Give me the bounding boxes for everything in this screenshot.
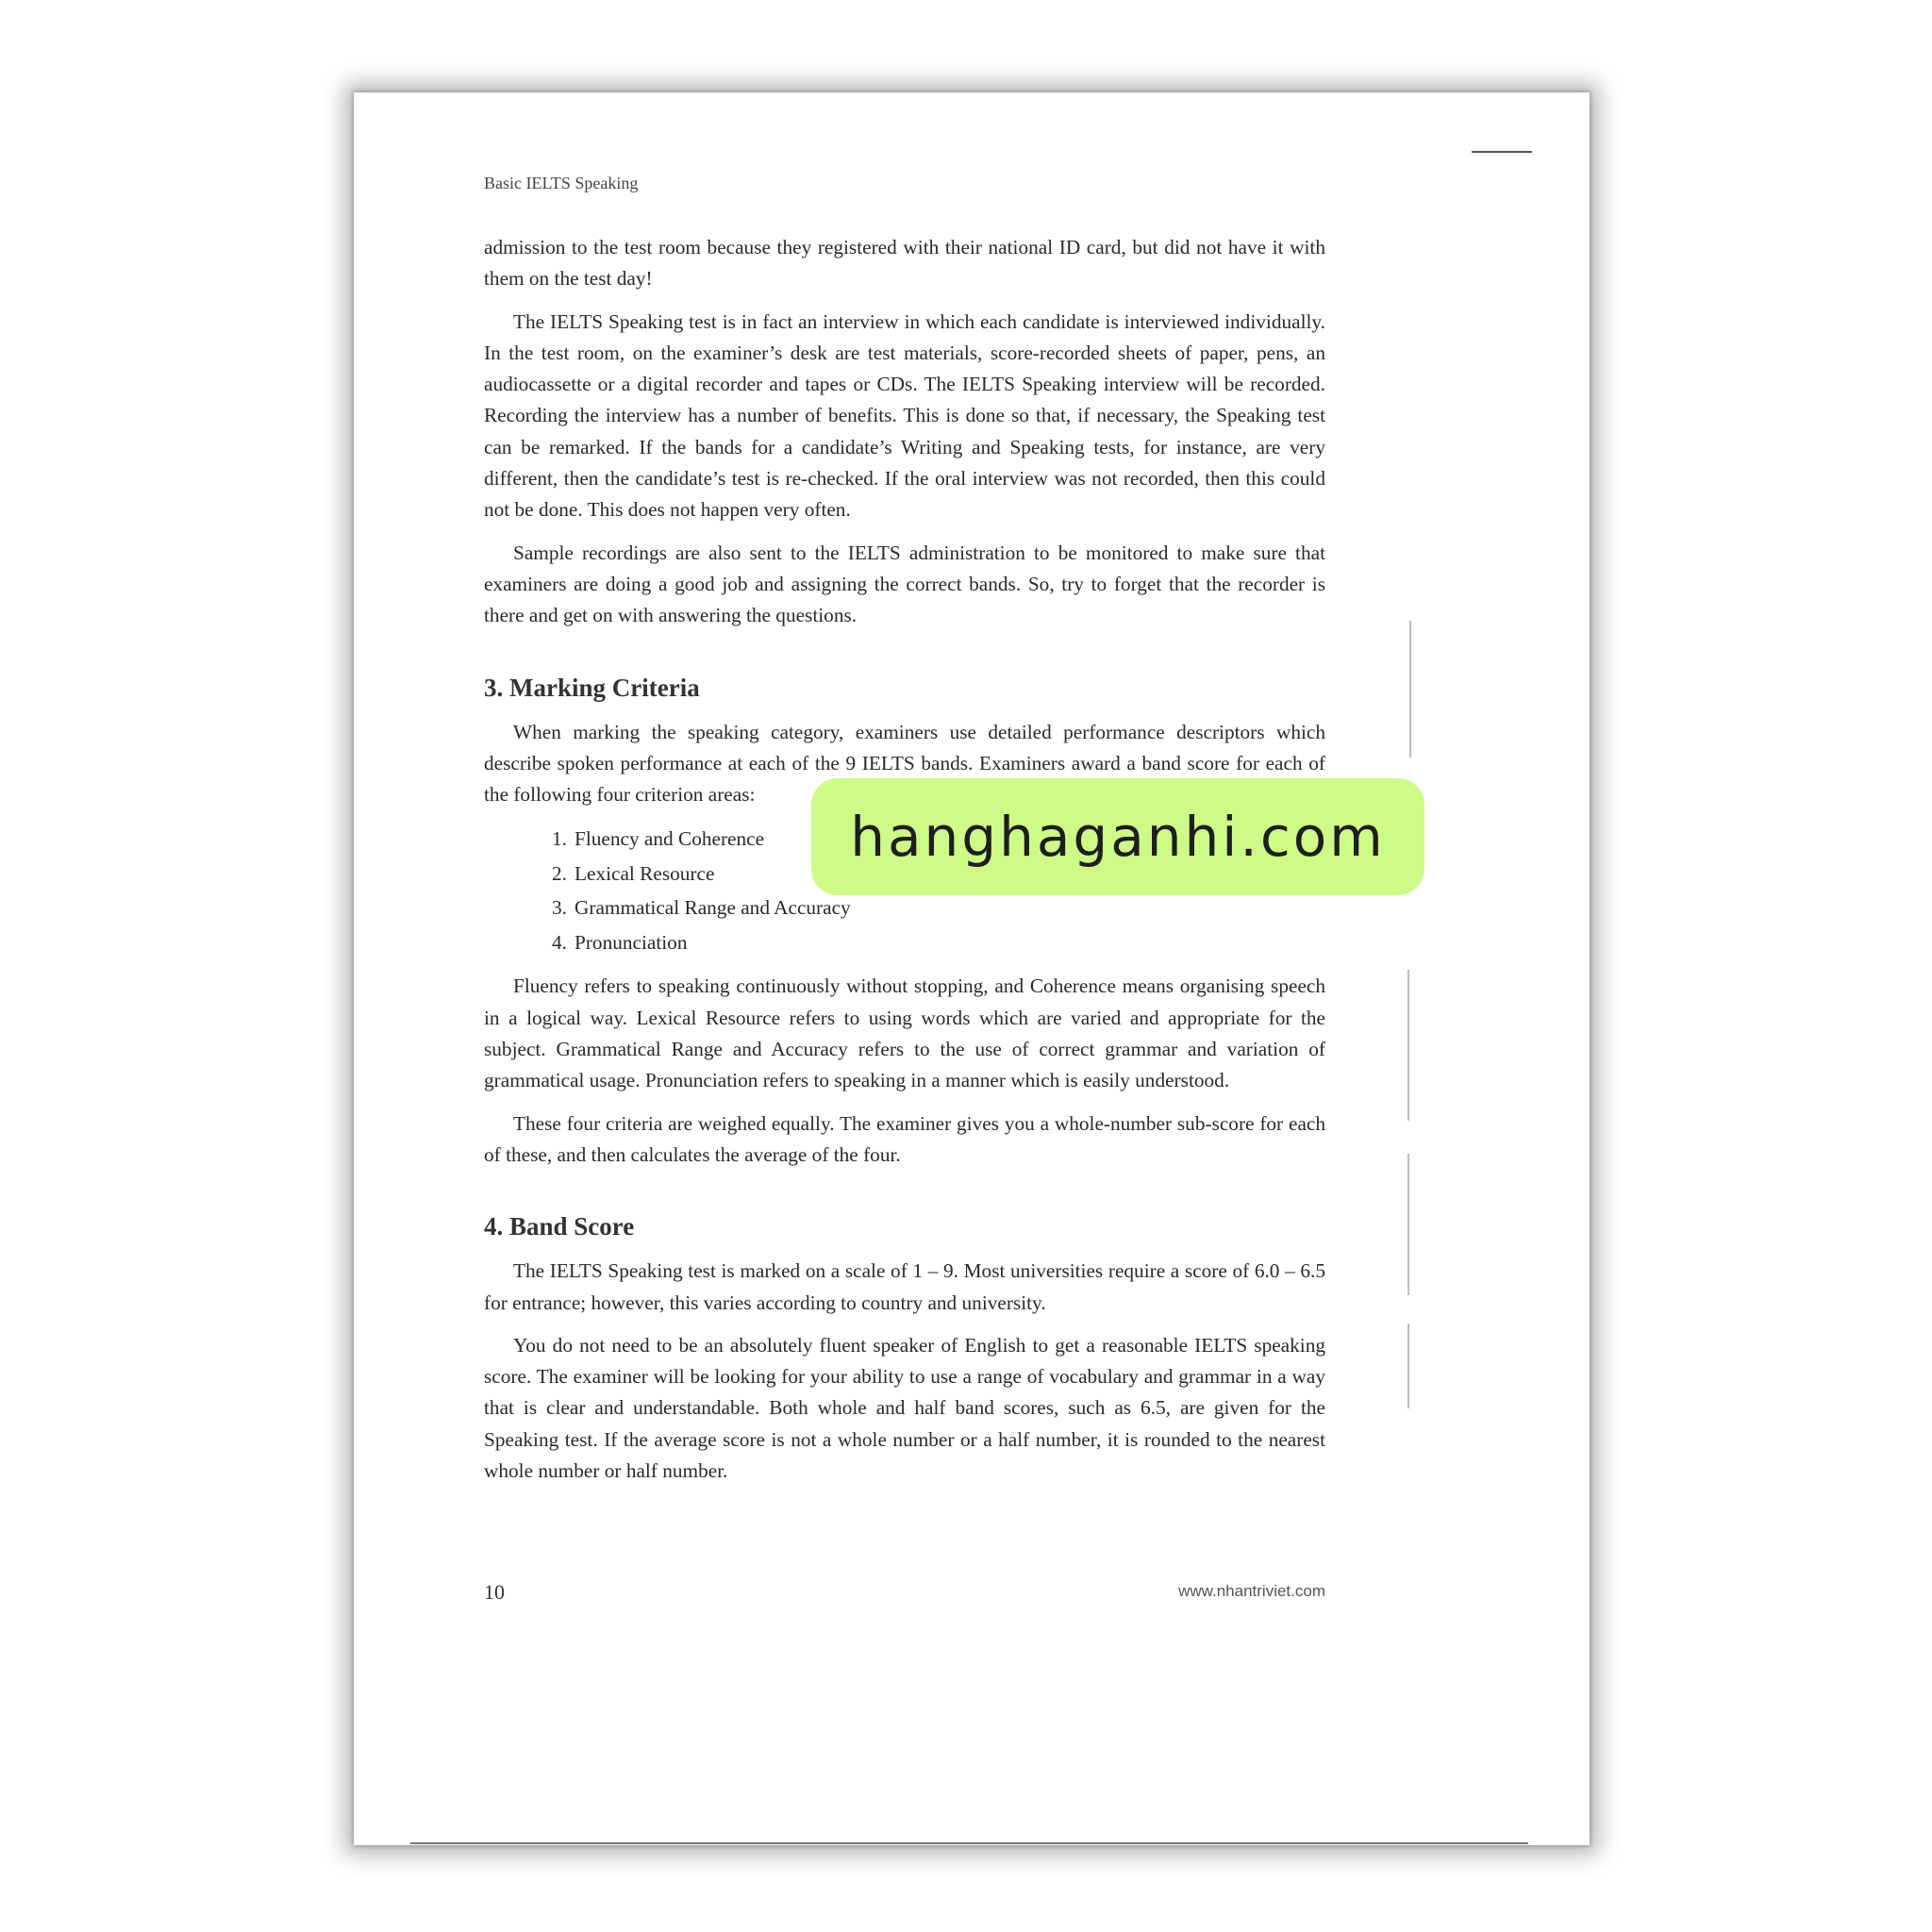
footer-website: www.nhantriviet.com bbox=[1178, 1582, 1325, 1600]
bottom-rule bbox=[410, 1842, 1528, 1844]
page-number: 10 bbox=[484, 1580, 505, 1604]
section-heading-marking-criteria: 3. Marking Criteria bbox=[484, 673, 700, 702]
paragraph-marking-intro: When marking the speaking category, examiners use detailed performance descriptors which describe spoken performance at each of the 9 IELTS bands. Examiners award a band score for each of the following four criterion areas: bbox=[484, 720, 1325, 807]
paragraph-criteria-definitions: Fluency refers to speaking continuously without stopping, and Coherence means organising speech in a logical way. Lexical Resource refers to using words which are varied and appropriate for the subject. Grammatical Range and Accuracy refers to the use of correct grammar and variation of grammatical usage. Pronunciation refers to speaking in a manner which is easily understood. bbox=[484, 974, 1325, 1092]
list-item: 2. Lexical Resource bbox=[552, 861, 715, 885]
list-item: 3. Grammatical Range and Accuracy bbox=[552, 896, 851, 920]
margin-rule bbox=[1409, 621, 1411, 758]
paragraph-continued: admission to the test room because they registered with their national ID card, but did not have it with them on the test day! bbox=[484, 236, 1325, 291]
header-rule bbox=[1472, 151, 1532, 153]
margin-rule bbox=[1407, 1324, 1409, 1408]
list-item: 4. Pronunciation bbox=[552, 930, 688, 954]
margin-rule bbox=[1407, 970, 1409, 1121]
document-page bbox=[354, 92, 1590, 1845]
running-header: Basic IELTS Speaking bbox=[484, 174, 639, 192]
watermark-badge bbox=[811, 778, 1424, 895]
margin-rule bbox=[1407, 1154, 1409, 1295]
paragraph-band-rounding: You do not need to be an absolutely fluent speaker of English to get a reasonable IELTS speaking score. The examiner will be looking for your ability to use a range of vocabulary and grammar in a way that is clear and understandable. Both whole and half band scores, such as 6.5, are given for the Speaking test. If the average score is not a whole number or a half number, it is rounded to the nearest whole number or half number. bbox=[484, 1333, 1325, 1483]
paragraph-recordings: Sample recordings are also sent to the IELTS administration to be monitored to make sure that examiners are doing a good job and assigning the correct bands. So, try to forget that the recorder is there and get on with answering the questions. bbox=[484, 541, 1325, 627]
list-item: 1. Fluency and Coherence bbox=[552, 827, 765, 851]
paragraph-band-scale: The IELTS Speaking test is marked on a scale of 1 – 9. Most universities require a score of 6.0 – 6.5 for entrance; however, this varies according to country and university. bbox=[484, 1259, 1325, 1314]
section-heading-band-score: 4. Band Score bbox=[484, 1212, 635, 1241]
watermark-text: hanghaganhi.com bbox=[850, 805, 1386, 869]
paragraph-interview: The IELTS Speaking test is in fact an interview in which each candidate is interviewed individually. In the test room, on the examiner’s desk are test materials, score-recorded sheets of paper, pens, an audiocassette or a digital recorder and tapes or CDs. The IELTS Speaking interview will be recorded. Recording the interview has a number of benefits. This is done so that, if necessary, the Speaking test can be remarked. If the bands for a candidate’s Writing and Speaking tests, for instance, are very different, then the candidate’s test is re-checked. If the oral interview was not recorded, then this could not be done. This does not happen very often. bbox=[484, 309, 1325, 522]
paragraph-criteria-weighting: These four criteria are weighed equally. The examiner gives you a whole-number sub-score for each of these, and then calculates the average of the four. bbox=[484, 1111, 1325, 1166]
